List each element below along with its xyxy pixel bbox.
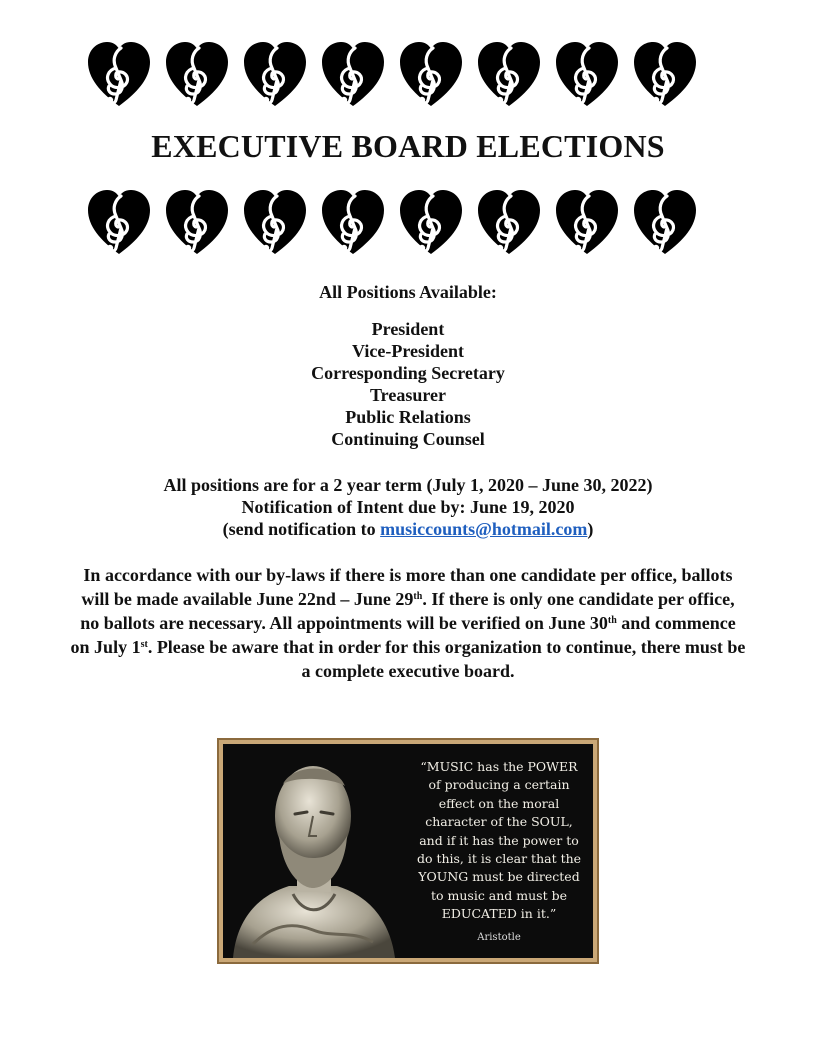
quote-author: Aristotle — [477, 932, 521, 943]
positions-list — [0, 318, 816, 450]
email-link[interactable]: musiccounts@hotmail.com — [380, 519, 588, 539]
treble-clef-heart-icon — [242, 188, 308, 258]
quote-text: “MUSIC has the POWER of producing a certain effect on the moral character of the SOUL, and if it has the power to do this, it is clear that the YOUNG must be directed to music and must be EDUCATED in it.” — [416, 759, 582, 922]
treble-clef-heart-icon — [476, 188, 542, 258]
position-item: Vice-President — [352, 341, 464, 361]
treble-clef-heart-icon — [554, 40, 620, 110]
treble-clef-heart-icon — [632, 188, 698, 258]
treble-clef-heart-icon — [164, 188, 230, 258]
treble-clef-heart-icon — [164, 40, 230, 110]
position-item: Corresponding Secretary — [311, 363, 505, 383]
term-details — [0, 474, 816, 540]
positions-heading: All Positions Available: — [319, 282, 497, 302]
aristotle-quote-image — [217, 738, 599, 964]
deadline-line: Notification of Intent due by: June 19, 2020 — [241, 497, 575, 517]
notification-suffix: ) — [587, 519, 594, 539]
position-item: President — [371, 319, 445, 339]
treble-clef-heart-icon — [86, 188, 152, 258]
position-item: Treasurer — [370, 385, 446, 405]
treble-clef-heart-icon — [554, 188, 620, 258]
treble-clef-heart-icon — [320, 188, 386, 258]
position-item: Continuing Counsel — [331, 429, 485, 449]
term-line: All positions are for a 2 year term (July 1, 2020 – June 30, 2022) — [163, 475, 653, 495]
notification-prefix: (send notification to — [222, 519, 381, 539]
treble-clef-heart-icon — [242, 40, 308, 110]
treble-clef-heart-icon — [398, 188, 464, 258]
notification-line — [0, 518, 816, 540]
treble-clef-heart-icon — [632, 40, 698, 110]
page-title: EXECUTIVE BOARD ELECTIONS — [151, 128, 665, 164]
treble-clef-heart-icon — [398, 40, 464, 110]
treble-clef-heart-icon — [476, 40, 542, 110]
aristotle-bust-icon — [223, 744, 403, 958]
top-decoration-row — [86, 40, 710, 110]
treble-clef-heart-icon — [320, 40, 386, 110]
bylaws-paragraph: In accordance with our by-laws if there is more than one candidate per office, ballots will be made available June 22nd – June 29th. If there is only one candidate per office, no ballots are necessary. All appointments will be verified on June 30th and commence on July 1st. Please be aware that in order for this organization to continue, there must be a complete executive board. — [70, 565, 746, 681]
position-item: Public Relations — [345, 407, 471, 427]
bottom-decoration-row — [86, 188, 710, 258]
treble-clef-heart-icon — [86, 40, 152, 110]
quote-image-background — [223, 744, 593, 958]
